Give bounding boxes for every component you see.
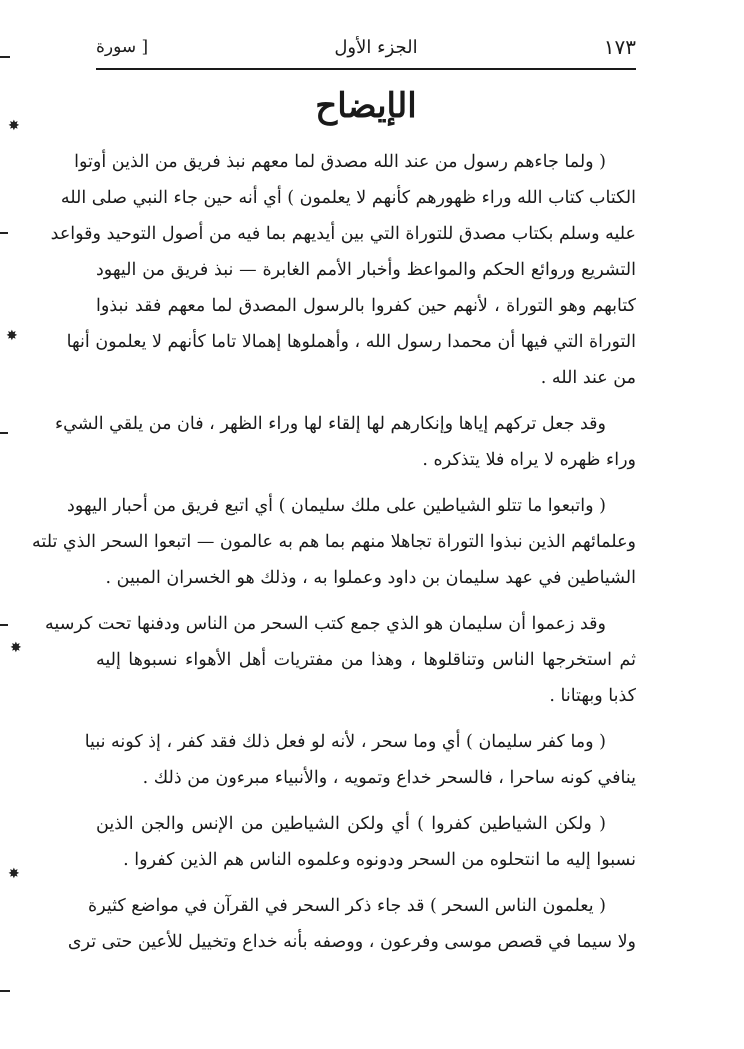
text-line: وقد زعموا أن سليمان هو الذي جمع كتب السحر من الناس ودفنها تحت كرسيه	[45, 614, 606, 634]
scan-tick-mark	[0, 56, 10, 58]
text-line: الشياطين في عهد سليمان بن داود وعملوا به ، وذلك هو الخسران المبين .	[105, 568, 636, 588]
paragraph	[84, 724, 636, 796]
paragraph	[50, 144, 636, 396]
text-line: من عند الله .	[540, 368, 636, 388]
scan-speck-icon: ✸	[6, 328, 18, 344]
section-title: الإيضاح	[315, 86, 417, 126]
part-label: الجزء الأول	[334, 36, 418, 58]
text-line: ( ولكن الشياطين كفروا ) أي ولكن الشياطين من الإنس والجن الذين	[96, 814, 606, 834]
running-header	[96, 30, 636, 64]
text-line: ( وما كفر سليمان ) أي وما سحر ، لأنه لو فعل ذلك فقد كفر ، إذ كونه نبيا	[84, 732, 606, 752]
paragraph	[96, 806, 636, 878]
sura-label: [ سورة	[96, 37, 149, 57]
text-line: التشريع وروائع الحكم والمواعظ وأخبار الأمم الغابرة — نبذ فريق من اليهود	[96, 260, 636, 280]
scan-tick-mark	[0, 232, 8, 234]
text-line: الكتاب كتاب الله وراء ظهورهم كأنهم لا يعلمون ) أي أنه حين جاء النبي صلى الله	[60, 188, 636, 208]
text-line: نسبوا إليه ما انتحلوه من السحر ودونوه وعلموه الناس هم الذين كفروا .	[123, 850, 636, 870]
text-line: ثم استخرجها الناس وتناقلوها ، وهذا من مفتريات أهل الأهواء نسبوها إليه	[96, 650, 636, 670]
text-line: وراء ظهره لا يراه فلا يتذكره .	[422, 450, 636, 470]
text-line: التوراة التي فيها أن محمدا رسول الله ، وأهملوها إهمالا تاما كأنهم لا يعلمون أنها	[66, 332, 636, 352]
scan-tick-mark	[0, 990, 10, 992]
body-text	[32, 144, 636, 970]
scan-speck-icon: ✸	[8, 866, 20, 882]
scan-tick-mark	[0, 624, 8, 626]
text-line: ( يعلمون الناس السحر ) قد جاء ذكر السحر في القرآن في مواضع كثيرة	[88, 896, 606, 916]
scan-tick-mark	[0, 432, 8, 434]
header-rule	[96, 68, 636, 70]
paragraph	[45, 606, 636, 714]
text-line: ( ولما جاءهم رسول من عند الله مصدق لما معهم نبذ فريق من الذين أوتوا	[74, 152, 606, 172]
text-line: وقد جعل تركهم إياها وإنكارهم لها إلقاء لها وراء الظهر ، فان من يلقي الشيء	[54, 414, 606, 434]
paragraph	[54, 406, 636, 478]
text-line: ( واتبعوا ما تتلو الشياطين على ملك سليمان ) أي اتبع فريق من أحبار اليهود	[67, 496, 606, 516]
paragraph	[32, 488, 636, 596]
text-line: عليه وسلم بكتاب مصدق للتوراة التي بين أيديهم بما فيه من أصول التوحيد وقواعد	[50, 224, 636, 244]
text-line: ينافي كونه ساحرا ، فالسحر خداع وتمويه ، والأنبياء مبرءون من ذلك .	[142, 768, 636, 788]
page-number: ١٧٣	[603, 35, 636, 59]
paragraph	[67, 888, 636, 960]
text-line: وعلمائهم الذين نبذوا التوراة تجاهلا منهم بما هم به عالمون — اتبعوا السحر الذي تلته	[32, 532, 636, 552]
scan-speck-icon: ✸	[8, 118, 20, 134]
text-line: كذبا وبهتانا .	[549, 686, 636, 706]
scan-speck-icon: ✸	[10, 640, 22, 656]
text-line: ولا سيما في قصص موسى وفرعون ، ووصفه بأنه خداع وتخييل للأعين حتى ترى	[67, 932, 636, 952]
text-line: كتابهم وهو التوراة ، لأنهم حين كفروا بالرسول المصدق لما معهم فقد نبذوا	[96, 296, 636, 316]
